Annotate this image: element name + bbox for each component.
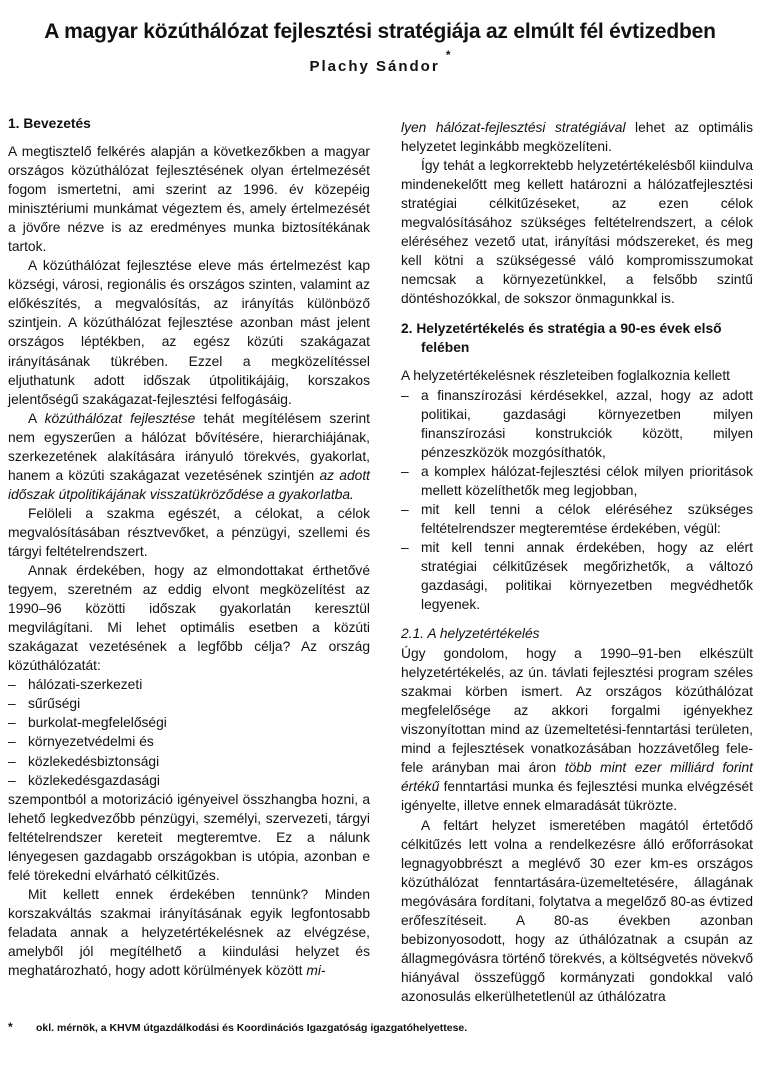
footnote-text: okl. mérnök, a KHVM útgazdálkodási és Koordinációs Igazgatóság igazgatóhelyettese.: [36, 1022, 468, 1034]
paragraph: Felöleli a szakma egészét, a célokat, a célok megvalósításában résztvevőket, a pénzügyi, szellemi és tárgyi feltételrendszert.: [8, 505, 370, 559]
emphasis: közúthálózat fejlesztése: [44, 410, 196, 426]
paragraph: Így tehát a legkorrektebb helyzetértékelésből kiindulva mindenekelőtt meg kellett határozni a hálózatfejlesztési stratégiai célkitűzéseket, az ezen célok megvalósításához szükséges feltételrendszert, a célok eléréséhez vezető utat, irányítási módszereket, és meg kell kötni a szükségessé váló kompromisszumokat nemcsak a környezetünkkel, a felsőbb szintű döntéshozókkal, de sokszor önmagunkkal is.: [401, 158, 753, 307]
paragraph: A feltárt helyzet ismeretében magától értetődő célkitűzés lett volna a rendelkezésre álló erőforrásokat legnagyobbrészt a meglévő 30 ezer km-es országos közúthálózat fenntartására-üzemeltetésére, állagának megóvására fordítani, folytatva a megelőző 80-as évtized erőfeszítéseit. A 80-as években azonban bebizonyosodott, hogy az úthálózatnak a csupán az állagmegóvásra történő törekvés, a költségvetés növekvő hiányával összefüggő kormányzati gondokkal való azonosulás elkerülhetetlenül az úthálózatra: [401, 817, 753, 1004]
list-item: – hálózati-szerkezeti: [8, 675, 370, 694]
criteria-list: [8, 675, 370, 789]
list-item: – közlekedésbiztonsági: [8, 752, 370, 771]
emphasis: lyen hálózat-fejlesztési stratégiával: [401, 120, 626, 135]
list-item: – környezetvédelmi és: [8, 732, 370, 751]
emphasis: több mint ezer milliárd forint értékű: [401, 760, 753, 795]
section-heading-introduction: 1. Bevezetés: [8, 116, 91, 131]
right-column: [401, 118, 753, 1006]
article-title: A magyar közúthálózat fejlesztési stratégiája az elmúlt fél évtizedben: [44, 20, 716, 43]
author-line: [0, 48, 760, 75]
list-item: – közlekedésgazdasági: [8, 771, 370, 790]
footnote: [8, 1020, 748, 1035]
list-item: – mit kell tenni a célok eléréséhez szükséges feltételrendszer megteremtése érdekében, végül:: [401, 500, 753, 538]
list-item: – a finanszírozási kérdésekkel, azzal, hogy az adott politikai, gazdasági környezetben milyen finanszírozási konstrukciók között, milyen pénzeszközök mozgósíthatók,: [401, 386, 753, 462]
author-footnote-mark: *: [445, 48, 451, 62]
paragraph: A megtisztelő felkérés alapján a következőkben a magyar országos közúthálózat fejlesztésének olyan értelmezését fogom ismertetni, ami szerint az 1996. év közepéig minisztériumi munkámat végeztem és, amely értelmezését a jövőre nézve is az eredményes munka biztosítékának tartok.: [8, 144, 370, 255]
left-column: [8, 114, 370, 980]
paragraph: Mit kellett ennek érdekében tennünk? Minden korszakváltás szakmai irányításának egyik legfontosabb feladata annak a helyzetértékelésnek az elvégzése, amelyből jól megítélhető a kiindulási helyzet és meghatározható, hogy adott körülmények között mi-: [8, 886, 370, 979]
assessment-list: [401, 386, 753, 615]
paragraph: szempontból a motorizáció igényeivel összhangba hozni, a lehető legkedvezőbb pénzügyi, személyi, szervezeti, tárgyi feltételrendszer kereteit megteremtve. Ez a nálunk lényegesen gazdagabb országokban is utópia, azonban e felé törekedni elvárható célkitűzés.: [8, 791, 370, 883]
paragraph: Annak érdekében, hogy az elmondottakat érthetővé tegyem, szeretném az eddig elvont megközelítést az 1990–96 közötti időszak gyakorlatán keresztül megvilágítani. Mi lehet optimális esetben a közúti szakágazat vezetésének a legfőbb célja? Az ország közúthálózatát:: [8, 563, 370, 674]
paragraph: A közúthálózat fejlesztése eleve más értelmezést kap községi, városi, regionális és országos szinten, valamint az előkészítés, a megvalósítás, az irányítás különböző szintjein. A közúthálózat fejlesztése azonban mást jelent országos léptékben, az egész közúti szakágazat irányításának tükrében. Ezzel a megközelítéssel eljuthatunk adott időszak útpolitikájáig, korszakos jelentőségű szakágazat-fejlesztési felfogásáig.: [8, 258, 370, 407]
emphasis: mi-: [306, 963, 326, 979]
author-name: Plachy Sándor: [309, 58, 440, 75]
paragraph: Úgy gondolom, hogy a 1990–91-ben elkészült helyzetértékelés, az ún. távlati fejlesztési program széles szakmai körben ismert. Az országos közúthálózat megfelelősége az akkori forgalmi igényekhez viszonyítottan mind az üzemeltetési-fenntartási területen, mind a fejlesztések vonatkozásában hozzávetőleg fele-fele arányban mai áron több mint ezer milliárd forint értékű fenntartási munka és fejlesztési munka elvégzését igényelte, illetve ennek elmaradását tükrözte.: [401, 646, 753, 814]
list-item: – burkolat-megfelelőségi: [8, 713, 370, 732]
paragraph: A helyzetértékelésnek részleteiben foglalkoznia kellett: [401, 368, 731, 384]
paragraph: lyen hálózat-fejlesztési stratégiával lehet az optimális helyzetet leginkább megközelíteni.: [401, 120, 753, 155]
emphasis: az adott időszak útpolitikájának visszatükröződése a gyakorlatba.: [8, 467, 370, 502]
paragraph: A közúthálózat fejlesztése tehát megítélésem szerint nem egyszerűen a hálózat bővítésére, hierarchiájának, szerkezetének alakítására irányuló törekvés, gyakorlat, hanem a közúti szakágazat vezetésének szintjén az adott időszak útpolitikájának visszatükröződése a gyakorlatba.: [8, 410, 371, 502]
section-heading-assessment: 2. Helyzetértékelés és stratégia a 90-es évek első felében: [401, 321, 722, 356]
list-item: – mit kell tenni annak érdekében, hogy az elért stratégiai célkitűzések megőrizhetők, a változó gazdasági, politikai környezetben megvédhetők legyenek.: [401, 538, 753, 614]
subsection-heading: 2.1. A helyzetértékelés: [401, 626, 540, 642]
list-item: – a komplex hálózat-fejlesztési célok milyen prioritások mellett közelíthetők meg legjobban,: [401, 462, 753, 500]
list-item: – sűrűségi: [8, 694, 370, 713]
footnote-mark: *: [8, 1020, 13, 1034]
